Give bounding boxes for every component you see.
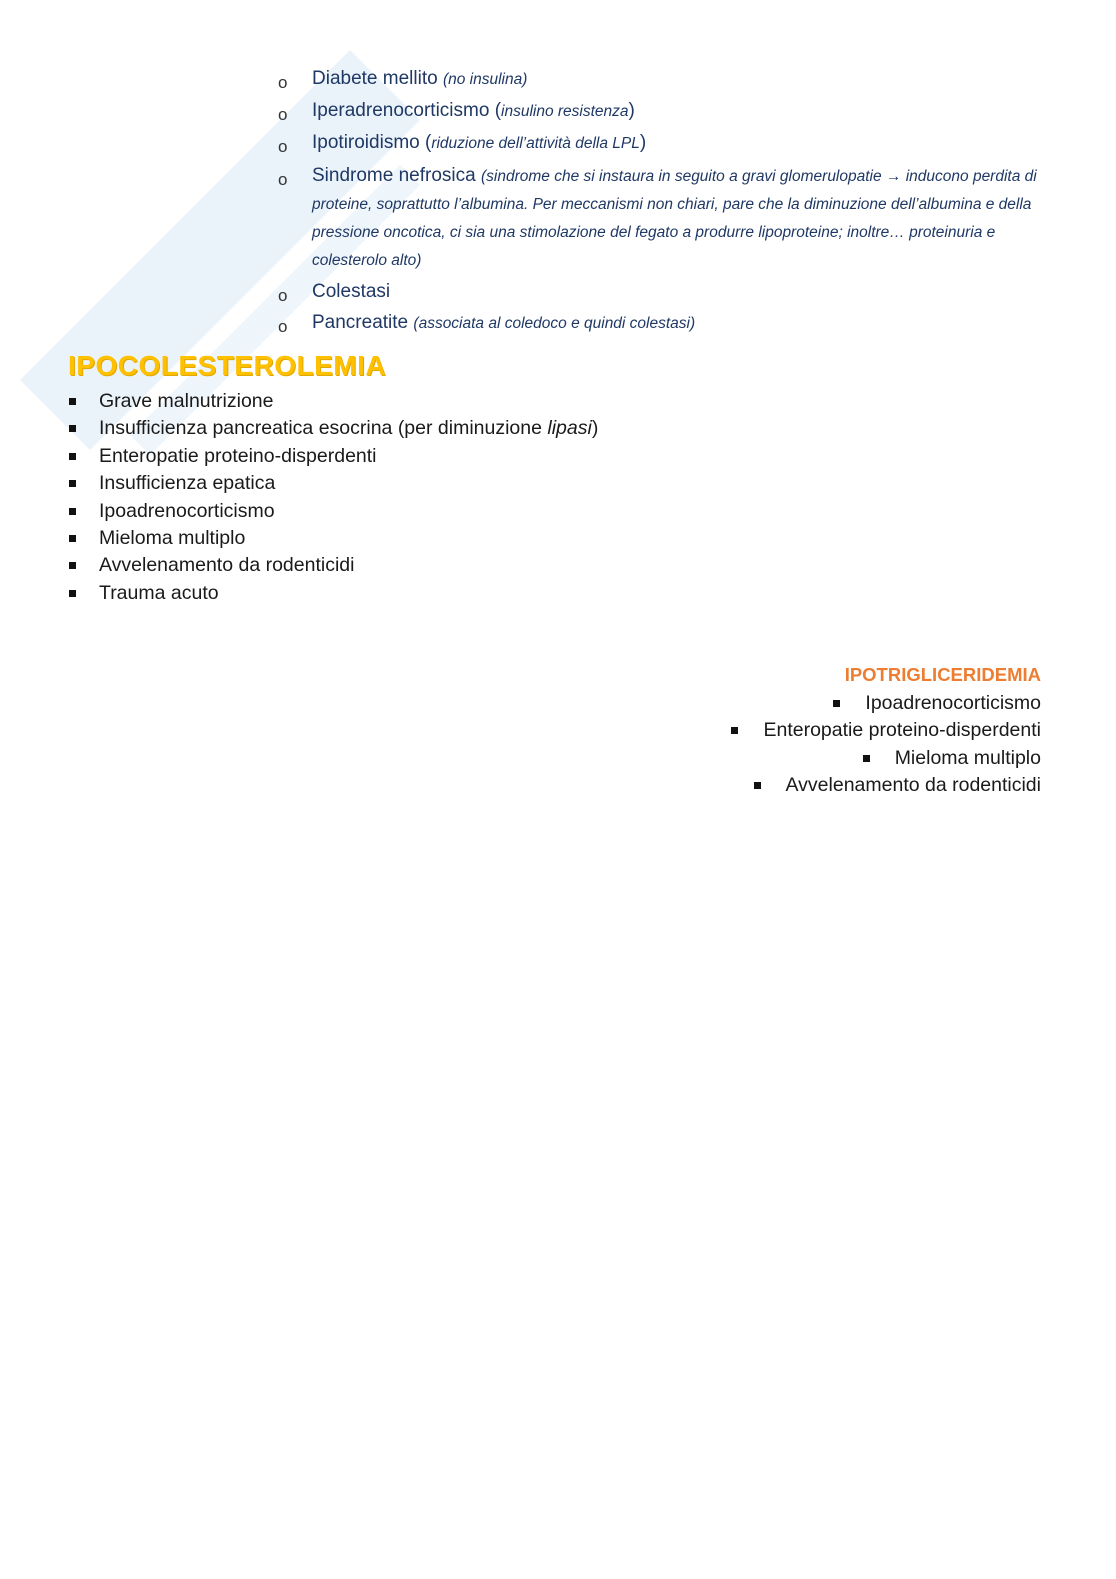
item-text: Mieloma multiplo — [99, 527, 246, 550]
square-bullet-icon — [69, 398, 76, 405]
list-item — [276, 130, 1056, 157]
square-bullet-icon — [69, 480, 76, 487]
item-text: Grave malnutrizione — [99, 390, 274, 412]
item-text: Insufficienza epatica — [99, 472, 276, 495]
item-term: Sindrome nefrosica — [312, 165, 476, 186]
list-item — [68, 388, 598, 415]
list-item — [276, 310, 1056, 337]
item-text: Ipoadrenocorticismo — [865, 692, 1041, 714]
item-term: Pancreatite — [312, 312, 409, 333]
list-item — [763, 717, 1041, 744]
list-item — [276, 279, 1056, 305]
ipocolesterolemia-list — [68, 388, 598, 607]
paren-close: ) — [639, 132, 647, 153]
list-item — [276, 162, 1056, 274]
item-term: Iperadrenocorticismo — [312, 100, 490, 121]
square-bullet-icon — [754, 782, 761, 789]
square-bullet-icon — [69, 508, 76, 515]
item-note: (sindrome che si instaura in seguito a gravi glomerulopatie → inducono perdita di proteine, soprattutto l’albumina. Per meccanismi non chiari, pare che la diminuzione dell’albumina e della pressione oncotica, ci sia una stimolazione del fegato a produrre lipoproteine; inoltre… proteinuria e colesterolo alto) — [312, 168, 1037, 269]
circle-bullet-icon: o — [278, 170, 288, 189]
list-item — [68, 580, 598, 607]
item-note: riduzione dell’attività della LPL — [431, 135, 640, 152]
item-text: Ipoadrenocorticismo — [99, 499, 275, 522]
item-text: Avvelenamento da rodenticidi — [785, 774, 1041, 797]
item-note: insulino resistenza — [501, 103, 629, 120]
list-item — [763, 772, 1041, 799]
square-bullet-icon — [833, 700, 840, 707]
item-text: Enteropatie proteino-disperdenti — [763, 719, 1041, 742]
square-bullet-icon — [863, 755, 870, 762]
causes-sublist — [276, 66, 1056, 342]
item-term: Colestasi — [312, 281, 391, 302]
list-item — [68, 415, 598, 442]
paren-close: ) — [628, 100, 635, 121]
list-item — [276, 66, 1056, 93]
square-bullet-icon — [69, 535, 76, 542]
circle-bullet-icon: o — [278, 105, 288, 124]
item-term: Diabete mellito — [312, 68, 438, 89]
list-item — [68, 470, 598, 497]
list-item — [763, 745, 1041, 772]
list-item — [68, 525, 598, 552]
square-bullet-icon — [69, 590, 76, 597]
square-bullet-icon — [69, 425, 76, 432]
square-bullet-icon — [69, 562, 76, 569]
item-italic: lipasi — [547, 417, 592, 440]
list-item — [68, 443, 598, 470]
item-term: Ipotiroidismo — [312, 132, 420, 153]
list-item — [763, 690, 1041, 717]
item-text: Mieloma multiplo — [894, 746, 1041, 769]
square-bullet-icon — [69, 453, 76, 460]
item-note: (no insulina) — [442, 71, 528, 88]
circle-bullet-icon: o — [278, 317, 288, 336]
heading-ipotrigliceridemia: IPOTRIGLICERIDEMIA — [844, 664, 1041, 685]
list-item — [68, 498, 598, 525]
item-text: Avvelenamento da rodenticidi — [99, 554, 355, 577]
item-text: Insufficienza pancreatica esocrina (per diminuzione — [99, 417, 542, 440]
paren-open: ( — [425, 132, 432, 153]
paren-open: ( — [494, 100, 502, 121]
circle-bullet-icon: o — [278, 73, 288, 92]
list-item — [276, 98, 1056, 125]
heading-ipocolesterolemia: IPOCOLESTEROLEMIA — [68, 350, 387, 381]
item-text: Enteropatie proteino-disperdenti — [99, 444, 377, 467]
list-item — [68, 552, 598, 579]
square-bullet-icon — [731, 727, 738, 734]
item-note: (associata al coledoco e quindi colestasi) — [413, 315, 696, 332]
circle-bullet-icon: o — [278, 137, 288, 156]
circle-bullet-icon: o — [278, 286, 288, 305]
item-text: Trauma acuto — [99, 581, 219, 604]
ipotrigliceridemia-list — [763, 690, 1041, 800]
paren-close: ) — [591, 417, 599, 440]
